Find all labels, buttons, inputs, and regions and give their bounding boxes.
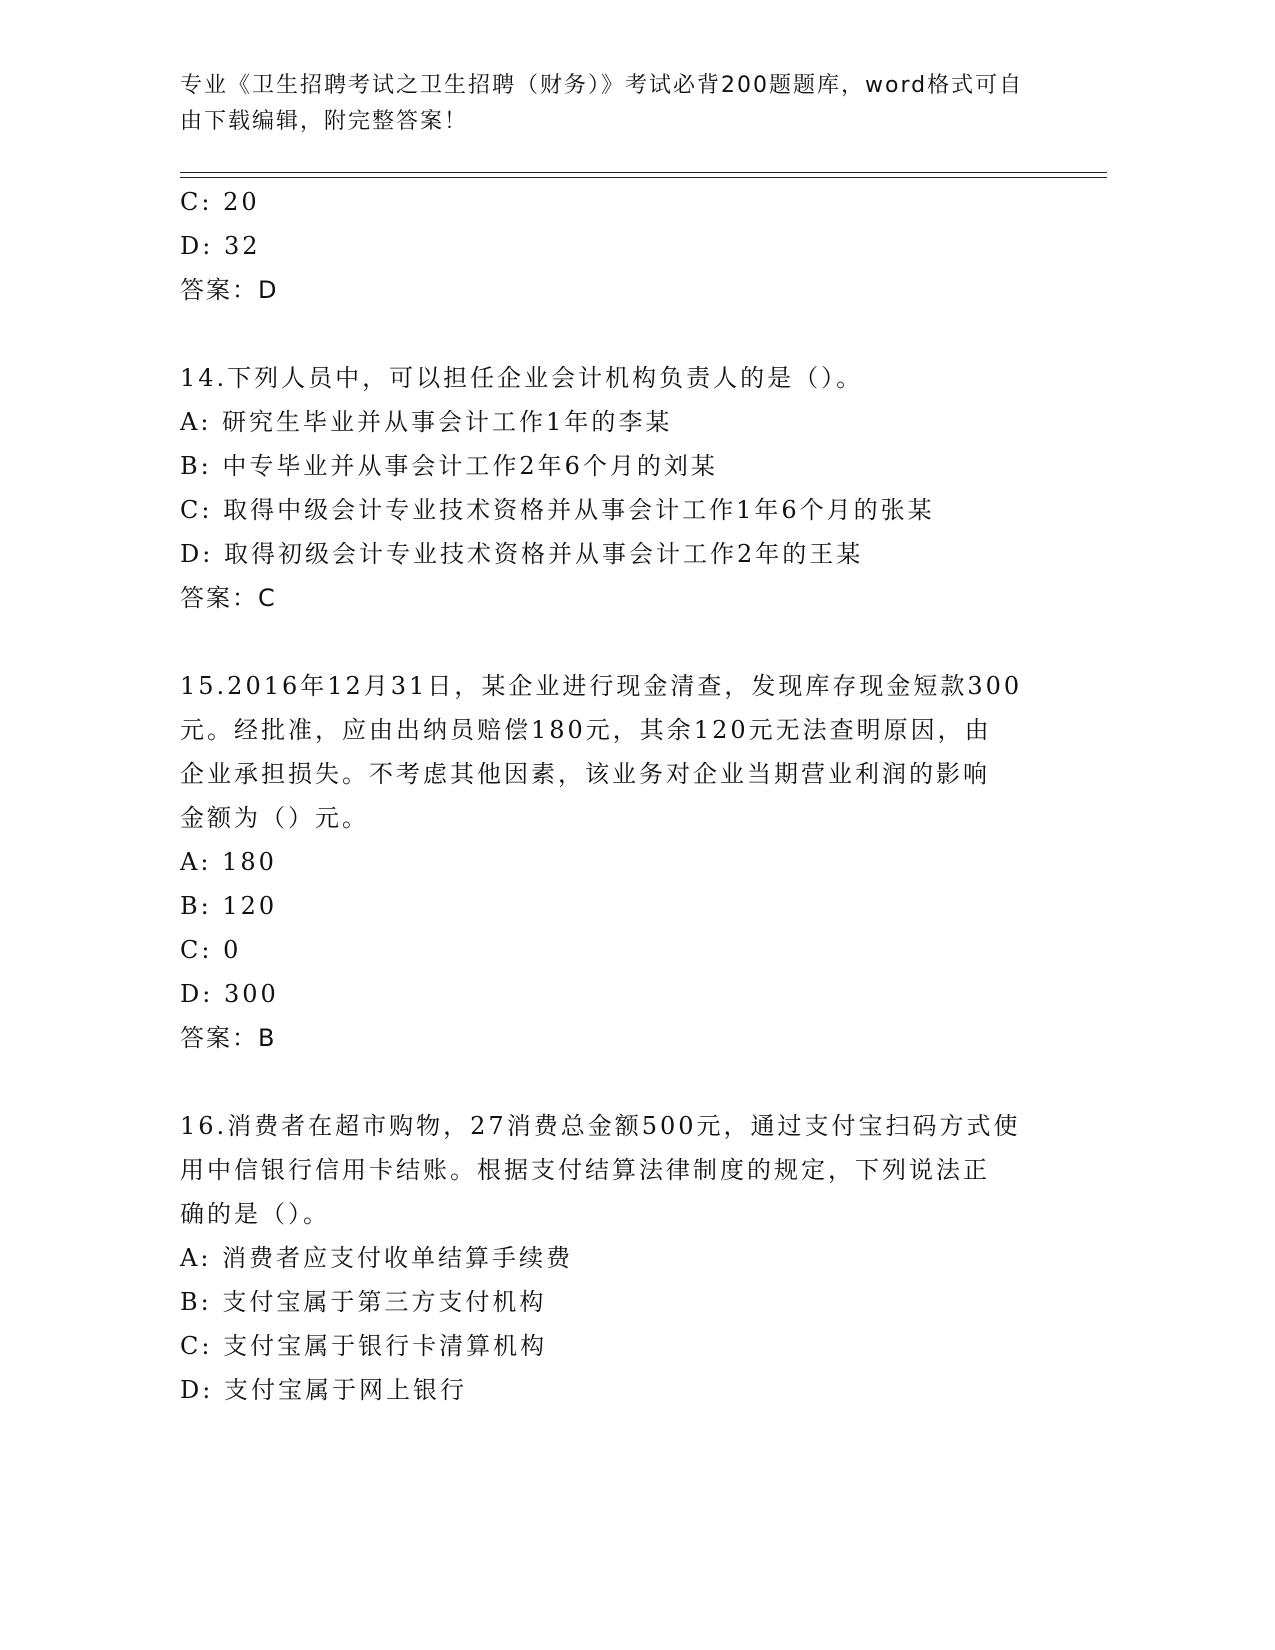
- question-stem-line-3: 确的是（）。: [180, 1200, 330, 1228]
- question-content: [180, 180, 1060, 1412]
- question-13-continuation: [180, 180, 1060, 312]
- question-16: [180, 1104, 1060, 1412]
- question-stem-line-4: 金额为（）元。: [180, 804, 369, 832]
- question-stem-line-2: 元。经批准，应由出纳员赔偿180元，其余120元无法查明原因，由: [180, 716, 992, 744]
- option-b: B: 中专毕业并从事会计工作2年6个月的刘某: [180, 452, 718, 480]
- option-d: D: 支付宝属于网上银行: [180, 1376, 467, 1404]
- header-title-line-1: 专业《卫生招聘考试之卫生招聘（财务）》考试必背200题题库，word格式可自: [180, 73, 1024, 98]
- answer-label: 答案：B: [180, 1024, 277, 1052]
- option-d: D: 取得初级会计专业技术资格并从事会计工作2年的王某: [180, 540, 864, 568]
- option-a: A: 消费者应支付收单结算手续费: [180, 1244, 574, 1272]
- option-c: C: 取得中级会计专业技术资格并从事会计工作1年6个月的张某: [180, 496, 935, 524]
- option-b: B: 120: [180, 892, 278, 920]
- header-divider-bottom: [180, 177, 1107, 178]
- option-b: B: 支付宝属于第三方支付机构: [180, 1288, 547, 1316]
- question-stem-line-3: 企业承担损失。不考虑其他因素，该业务对企业当期营业利润的影响: [180, 760, 990, 788]
- header-divider-top: [180, 172, 1107, 173]
- answer-label: 答案：C: [180, 584, 277, 612]
- option-d: D: 300: [180, 980, 279, 1008]
- question-stem: 14.下列人员中，可以担任企业会计机构负责人的是（）。: [180, 364, 864, 392]
- option-d: D: 32: [180, 232, 261, 260]
- question-stem-line-2: 用中信银行信用卡结账。根据支付结算法律制度的规定，下列说法正: [180, 1156, 990, 1184]
- option-c: C: 支付宝属于银行卡清算机构: [180, 1332, 548, 1360]
- question-15: [180, 664, 1060, 1060]
- option-a: A: 180: [180, 848, 277, 876]
- document-header: [180, 68, 1040, 140]
- answer-label: 答案：D: [180, 276, 279, 304]
- question-stem-line-1: 15.2016年12月31日，某企业进行现金清查，发现库存现金短款300: [180, 672, 1023, 700]
- option-c: C: 20: [180, 188, 260, 216]
- option-a: A: 研究生毕业并从事会计工作1年的李某: [180, 408, 673, 436]
- question-14: [180, 356, 1060, 620]
- question-stem-line-1: 16.消费者在超市购物，27消费总金额500元，通过支付宝扫码方式使: [180, 1112, 1021, 1140]
- option-c: C: 0: [180, 936, 242, 964]
- header-title-line-2: 由下载编辑，附完整答案！: [180, 109, 469, 134]
